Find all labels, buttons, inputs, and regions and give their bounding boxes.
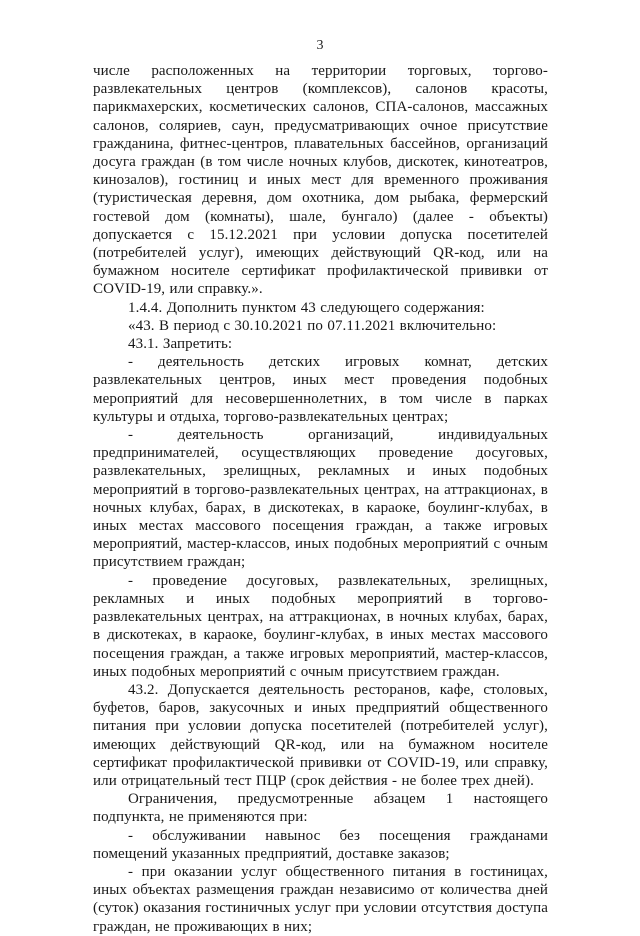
paragraph: - обслуживании навынос без посещения гражданами помещений указанных предприятий, доставке заказов;: [93, 827, 548, 862]
paragraph: 1.4.4. Дополнить пунктом 43 следующего содержания:: [128, 299, 485, 316]
paragraph: - деятельность организаций, индивидуальных предпринимателей, осуществляющих проведение досуговых, развлекательных, зрелищных, рекламных и иных подобных мероприятий в торгово-развлекательных центрах, на аттракционах, в ночных клубах, барах, в дискотеках, в караоке, боулинг-клубах, в иных местах массового посещения граждан, а также игровых мероприятий, мастер-классов, иных подобных мероприятий с очным присутствием граждан;: [93, 427, 548, 571]
paragraph: - деятельность детских игровых комнат, детских развлекательных центров, иных мест проведения подобных мероприятий для несовершеннолетних, в том числе в парках культуры и отдыха, торгово-развлекательных центрах;: [93, 354, 548, 425]
paragraph: - проведение досуговых, развлекательных, зрелищных, рекламных и иных подобных мероприятий в торгово-развлекательных центрах, на аттракционах, в ночных клубах, барах, в дискотеках, в караоке, боулинг-клубах, в иных местах массового посещения граждан, а также игровых мероприятий, мастер-классов, иных подобных мероприятий с очным присутствием граждан.: [93, 572, 548, 680]
paragraph: «43. В период с 30.10.2021 по 07.11.2021 включительно:: [128, 317, 497, 334]
paragraph: 43.2. Допускается деятельность ресторанов, кафе, столовых, буфетов, баров, закусочных и иных предприятий общественного питания при условии допуска посетителей (потребителей услуг), имеющих действующий QR-код, или на бумажном носителе сертификат профилактической прививки от COVID-19, или справку, или отрицательный тест ПЦР (срок действия - не более трех дней).: [93, 681, 548, 789]
paragraph: 43.1. Запретить:: [128, 336, 233, 353]
paragraph: - при оказании услуг общественного питания в гостиницах, иных объектах размещения граждан независимо от количества дней (суток) оказания гостиничных услуг при условии отсутствия доступа граждан, не проживающих в них;: [93, 863, 548, 935]
page-number: 3: [316, 38, 324, 53]
document-body: [93, 62, 548, 936]
paragraph: числе расположенных на территории торговых, торгово-развлекательных центров (комплексов), салонов красоты, парикмахерских, косметических салонов, СПА-салонов, массажных салонов, соляриев, саун, предусматривающих очное присутствие гражданина, фитнес-центров, плавательных бассейнов, организаций досуга граждан (в том числе ночных клубов, дискотек, кинотеатров, кинозалов), гостиниц и иных мест для временного проживания (туристическая деревня, дом охотника, дом рыбака, фермерский гостевой дом (комнаты), шале, бунгало) (далее - объекты) допускается с 15.12.2021 при условии допуска посетителей (потребителей услуг), имеющих действующий QR-код, или на бумажном носителе сертификат профилактической прививки от COVID-19, или справку.».: [93, 63, 548, 298]
paragraph: Ограничения, предусмотренные абзацем 1 настоящего подпункта, не применяются при:: [93, 791, 548, 826]
